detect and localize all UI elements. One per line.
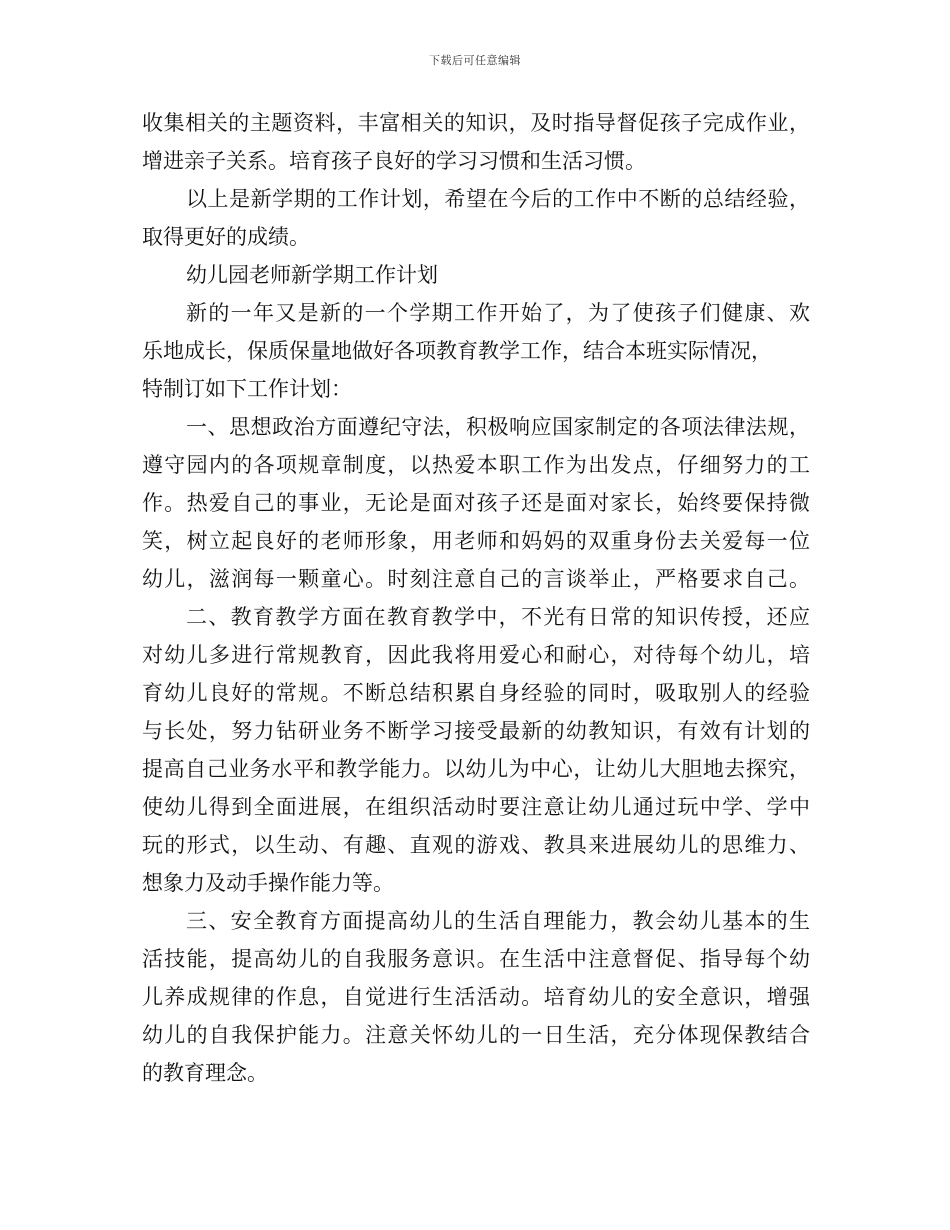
text-line: 以上是新学期的工作计划，希望在今后的工作中不断的总结经验，: [186, 187, 810, 211]
text-line: 幼儿园老师新学期工作计划: [186, 263, 438, 287]
text-line: 收集相关的主题资料，丰富相关的知识，及时指导督促孩子完成作业，: [142, 111, 810, 135]
text-line: 与长处，努力钻研业务不断学习接受最新的幼教知识，有效有计划的: [142, 719, 810, 743]
text-line: 作。热爱自己的事业，无论是面对孩子还是面对家长，始终要保持微: [142, 491, 810, 515]
text-line: 的教育理念。: [142, 1061, 268, 1085]
document-body: [142, 104, 810, 1092]
text-line: 遵守园内的各项规章制度，以热爱本职工作为出发点，仔细努力的工: [142, 453, 810, 477]
text-line: 使幼儿得到全面进展，在组织活动时要注意让幼儿通过玩中学、学中: [142, 795, 810, 819]
text-line: 二、教育教学方面在教育教学中，不光有日常的知识传授，还应: [186, 605, 810, 629]
text-line: 乐地成长，保质保量地做好各项教育教学工作，结合本班实际情况，: [142, 339, 772, 363]
text-line: 育幼儿良好的常规。不断总结积累自身经验的同时，吸取别人的经验: [142, 681, 810, 705]
text-line: 玩的形式，以生动、有趣、直观的游戏、教具来进展幼儿的思维力、: [142, 833, 810, 857]
text-line: 想象力及动手操作能力等。: [142, 871, 394, 895]
text-line: 新的一年又是新的一个学期工作开始了，为了使孩子们健康、欢: [186, 301, 810, 325]
text-line: 对幼儿多进行常规教育，因此我将用爱心和耐心，对待每个幼儿，培: [142, 643, 810, 667]
page-header: 下载后可任意编辑: [429, 54, 521, 67]
text-line: 增进亲子关系。培育孩子良好的学习习惯和生活习惯。: [142, 149, 646, 173]
text-line: 三、安全教育方面提高幼儿的生活自理能力，教会幼儿基本的生: [186, 909, 810, 933]
text-line: 幼儿，滋润每一颗童心。时刻注意自己的言谈举止，严格要求自己。: [142, 567, 810, 591]
text-line: 儿养成规律的作息，自觉进行生活活动。培育幼儿的安全意识，增强: [142, 985, 810, 1009]
text-line: 幼儿的自我保护能力。注意关怀幼儿的一日生活，充分体现保教结合: [142, 1023, 810, 1047]
text-line: 活技能，提高幼儿的自我服务意识。在生活中注意督促、指导每个幼: [142, 947, 810, 971]
text-line: 提高自己业务水平和教学能力。以幼儿为中心，让幼儿大胆地去探究，: [142, 757, 810, 781]
text-line: 特制订如下工作计划：: [142, 377, 352, 401]
text-line: 取得更好的成绩。: [142, 225, 310, 249]
text-line: 笑，树立起良好的老师形象，用老师和妈妈的双重身份去关爱每一位: [142, 529, 810, 553]
text-line: 一、思想政治方面遵纪守法，积极响应国家制定的各项法律法规，: [186, 415, 810, 439]
